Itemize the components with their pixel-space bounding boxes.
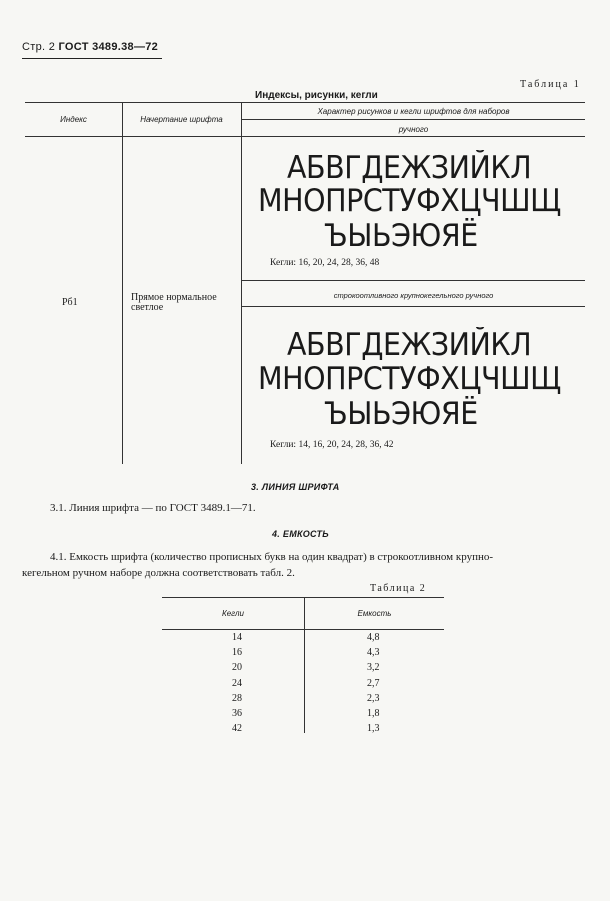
index-value: Рб1 — [62, 297, 78, 308]
table2-capacity-cell: 3,2 — [367, 662, 380, 674]
table2-kegl-cell: 20 — [232, 662, 242, 674]
table2-col-kegli: Кегли — [222, 609, 244, 618]
section3-text: 3.1. Линия шрифта — по ГОСТ 3489.1—71. — [50, 502, 256, 514]
style-line1: Прямое нормальное — [131, 292, 217, 303]
section4-text-line2: кегельном ручном наборе должна соответствовать табл. 2. — [22, 567, 295, 579]
table2-kegl-cell: 28 — [232, 692, 242, 704]
sample2-kegli: Кегли: 14, 16, 20, 24, 28, 36, 42 — [270, 440, 394, 450]
table1-subheader-line — [242, 119, 585, 120]
table2-capacity-cell: 4,8 — [367, 632, 380, 643]
col-header-manual: ручного — [398, 125, 429, 134]
col-header-style: Начертание шрифта — [140, 115, 223, 124]
standard-number: ГОСТ 3489.38—72 — [58, 41, 159, 53]
table2-capacity-cell: 4,3 — [367, 647, 380, 659]
table1-title: Индексы, рисунки, кегли — [255, 90, 378, 101]
style-line2: светлое — [131, 302, 164, 313]
header-underline — [22, 58, 162, 59]
sample1-line1: АБВГДЕЖЗИЙКЛ — [287, 150, 532, 186]
table2-kegl-cell: 14 — [232, 632, 242, 643]
table2-capacity-cell: 2,7 — [367, 677, 380, 689]
subheader-stroke-casting: строкоотливного крупнокегельного ручного — [333, 291, 494, 300]
sample1-line2: МНОПРСТУФХЦЧШЩ — [258, 183, 561, 219]
table1-header-border — [25, 136, 585, 137]
section3-title: 3. ЛИНИЯ ШРИФТА — [251, 482, 340, 492]
table2-kegl-cell: 36 — [232, 708, 242, 719]
page-number: Стр. 2 — [22, 41, 56, 53]
table1-top-border — [25, 102, 585, 103]
table2-header-border — [162, 629, 444, 630]
table2-capacity-cell: 1,3 — [367, 723, 380, 735]
sample2-line2: МНОПРСТУФХЦЧШЩ — [258, 361, 561, 397]
section4-text-line1: 4.1. Емкость шрифта (количество прописных букв на один квадрат) в строкоотливном крупно- — [50, 551, 494, 563]
table1-col-divider-2 — [241, 102, 242, 464]
col-header-index: Индекс — [60, 115, 87, 124]
sample2-line1: АБВГДЕЖЗИЙКЛ — [287, 327, 532, 363]
table2-kegl-cell: 42 — [232, 723, 242, 735]
section4-title: 4. ЕМКОСТЬ — [272, 529, 329, 539]
table2-top-border — [162, 597, 444, 598]
table2-label: Таблица 2 — [370, 583, 427, 594]
sample1-kegli: Кегли: 16, 20, 24, 28, 36, 48 — [270, 258, 380, 268]
table1-mid-line-1 — [242, 280, 585, 281]
table1-label: Таблица 1 — [520, 79, 581, 90]
table2-kegl-cell: 16 — [232, 647, 242, 659]
col-header-character: Характер рисунков и кегли шрифтов для наборов — [317, 107, 510, 116]
table2-capacity-cell: 2,3 — [367, 692, 380, 704]
table2-col-capacity: Емкость — [357, 609, 392, 618]
page-header — [22, 41, 158, 53]
sample1-line3: ЪЫЬЭЮЯЁ — [324, 218, 478, 254]
sample2-line3: ЪЫЬЭЮЯЁ — [324, 396, 478, 432]
table2-kegl-cell: 24 — [232, 677, 242, 689]
table1-col-divider-1 — [122, 102, 123, 464]
table2-capacity-cell: 1,8 — [367, 708, 380, 719]
table1-mid-line-2 — [242, 306, 585, 307]
